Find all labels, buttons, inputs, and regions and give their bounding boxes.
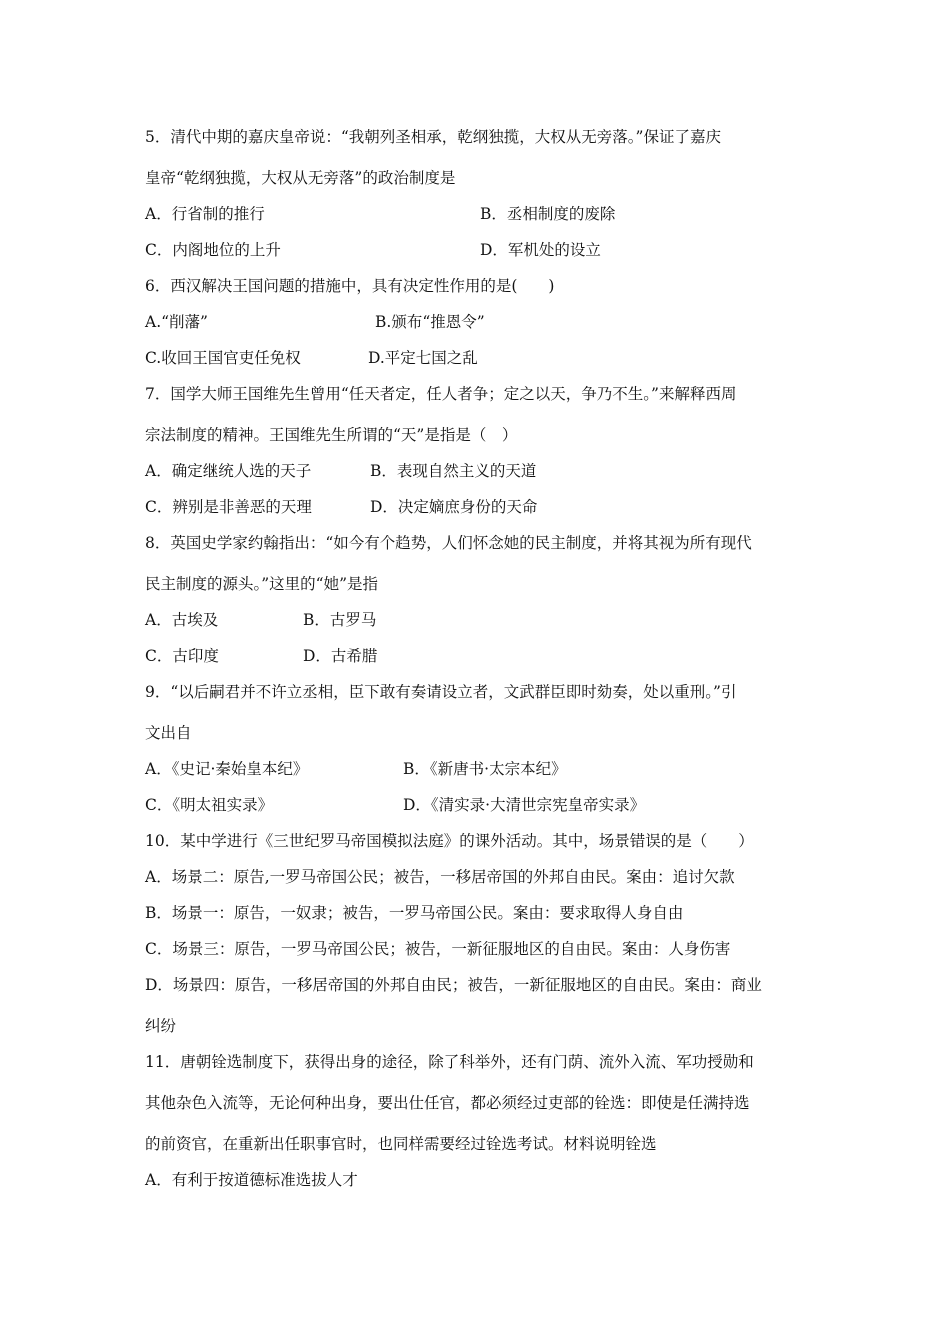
q6-option-b: B.颁布“推恩令”	[375, 313, 485, 331]
q5-option-d: D．军机处的设立	[480, 241, 601, 259]
q8-stem-line-2: 民主制度的源头。”这里的“她”是指	[145, 575, 379, 593]
q11-stem-line-2: 其他杂色入流等，无论何种出身，要出仕任官，都必须经过吏部的铨选：即使是任满持选	[145, 1094, 750, 1112]
q5-option-b: B．丞相制度的废除	[480, 205, 616, 223]
q10-option-b: B．场景一：原告，一奴隶；被告，一罗马帝国公民。案由：要求取得人身自由	[145, 904, 684, 922]
q8-option-a: A．古埃及	[145, 611, 219, 629]
q10-option-d: D．场景四：原告，一移居帝国的外邦自由民；被告，一新征服地区的自由民。案由：商业	[145, 976, 762, 994]
q9-stem-line-2: 文出自	[145, 724, 192, 742]
q7-option-c: C．辨别是非善恶的天理	[145, 498, 312, 516]
q10-stem: 10．某中学进行《三世纪罗马帝国模拟法庭》的课外活动。其中，场景错误的是（ ）	[145, 832, 754, 850]
q9-option-d: D．《清实录·大清世宗宪皇帝实录》	[403, 796, 646, 814]
q7-option-b: B．表现自然主义的天道	[370, 462, 537, 480]
q11-option-a: A．有利于按道德标准选拔人才	[145, 1171, 358, 1189]
q8-stem-line-1: 8．英国史学家约翰指出：“如今有个趋势，人们怀念她的民主制度，并将其视为所有现代	[145, 534, 752, 552]
q7-stem-line-1: 7．国学大师王国维先生曾用“任天者定，任人者争；定之以天，争乃不生。”来解释西周	[145, 385, 737, 403]
q8-option-c: C．古印度	[145, 647, 219, 665]
q6-option-d: D.平定七国之乱	[368, 349, 478, 367]
q7-option-a: A．确定继统人选的天子	[145, 462, 312, 480]
q11-stem-line-1: 11．唐朝铨选制度下，获得出身的途径，除了科举外，还有门荫、流外入流、军功授勋和	[145, 1053, 754, 1071]
q5-stem-line-2: 皇帝“乾纲独揽，大权从无旁落”的政治制度是	[145, 169, 456, 187]
q10-option-c: C．场景三：原告，一罗马帝国公民；被告，一新征服地区的自由民。案由：人身伤害	[145, 940, 731, 958]
q5-option-c: C．内阁地位的上升	[145, 241, 281, 259]
q6-stem: 6．西汉解决王国问题的措施中，具有决定性作用的是( )	[145, 277, 555, 295]
q7-stem-line-2: 宗法制度的精神。王国维先生所谓的“天”是指是（ ）	[145, 426, 518, 444]
q6-option-c: C.收回王国官吏任免权	[145, 349, 301, 367]
q5-option-a: A．行省制的推行	[145, 205, 265, 223]
q9-option-c: C．《明太祖实录》	[145, 796, 274, 814]
q10-option-a: A．场景二：原告,一罗马帝国公民；被告，一移居帝国的外邦自由民。案由：追讨欠款	[145, 868, 735, 886]
q8-option-d: D．古希腊	[303, 647, 378, 665]
q9-option-a: A．《史记·秦始皇本纪》	[145, 760, 309, 778]
q8-option-b: B．古罗马	[303, 611, 377, 629]
q11-stem-line-3: 的前资官，在重新出任职事官时，也同样需要经过铨选考试。材料说明铨选	[145, 1135, 657, 1153]
q9-option-b: B．《新唐书·太宗本纪》	[403, 760, 567, 778]
q7-option-d: D．决定嫡庶身份的天命	[370, 498, 538, 516]
q9-stem-line-1: 9．“以后嗣君并不许立丞相，臣下敢有奏请设立者，文武群臣即时劾奏，处以重刑。”引	[145, 683, 737, 701]
q6-option-a: A.“削藩”	[145, 313, 208, 331]
q10-option-d-continued: 纠纷	[145, 1017, 177, 1035]
q5-stem-line-1: 5．清代中期的嘉庆皇帝说：“我朝列圣相承，乾纲独揽，大权从无旁落。”保证了嘉庆	[145, 128, 721, 146]
